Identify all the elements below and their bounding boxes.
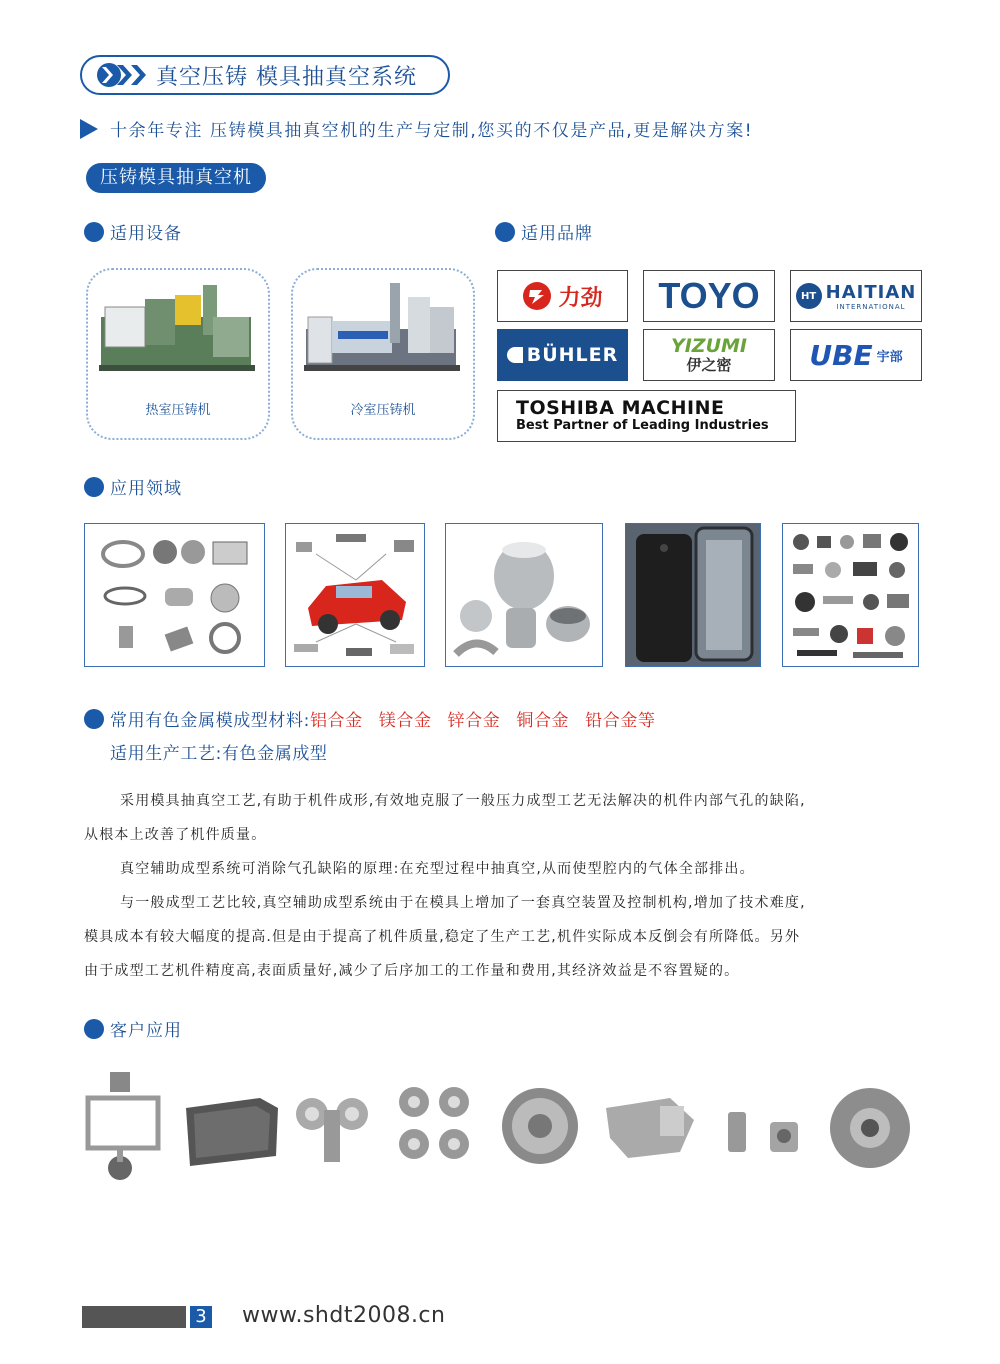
housing-casting-part	[830, 1088, 910, 1168]
materials-line	[84, 706, 656, 731]
brand-toyo-logo	[643, 270, 775, 322]
applications-heading	[84, 474, 182, 499]
brand-sub: 伊之密	[686, 356, 732, 374]
bracket-part	[606, 1098, 694, 1158]
ht-badge-icon: HT	[796, 283, 822, 309]
tagline	[80, 116, 753, 141]
gear-ring-part	[502, 1088, 578, 1164]
automotive-parts-image	[285, 523, 425, 667]
valve-body-part	[296, 1098, 368, 1162]
brand-name: 力劲	[558, 285, 603, 311]
equipment-label: 热室压铸机	[145, 403, 211, 418]
brand-name: UBE	[809, 338, 873, 372]
body-text	[84, 784, 924, 988]
customer-parts-strip	[80, 1068, 930, 1198]
brand-toshiba-logo	[497, 390, 796, 442]
paragraph-1-line-1: 采用模具抽真空工艺,有助于机件成形,有效地克服了一般压力成型工艺无法解决的机件内部气孔的缺陷,	[120, 793, 806, 809]
brand-haitian-logo	[790, 270, 922, 322]
die-casting-frame-part	[88, 1072, 158, 1180]
brand-sub: INTERNATIONAL	[836, 302, 906, 311]
materials-label: 常用有色金属模成型材料:	[110, 711, 310, 731]
brand-name: TOSHIBA MACHINE	[516, 397, 725, 419]
page-number: 3	[190, 1306, 212, 1328]
customers-heading-text: 客户应用	[110, 1021, 182, 1041]
metal-cups-image	[445, 523, 603, 667]
bullet-dot-icon	[84, 222, 104, 242]
equipment-label: 冷室压铸机	[350, 403, 416, 418]
applications-heading-text: 应用领域	[110, 479, 182, 499]
section-title-pill	[80, 55, 450, 95]
website-url[interactable]: www.shdt2008.cn	[242, 1303, 446, 1328]
brand-name: TOYO	[658, 275, 760, 316]
triple-chevron-icon	[96, 62, 148, 88]
process-line: 适用生产工艺:有色金属成型	[110, 744, 328, 764]
brand-ube-logo	[790, 329, 922, 381]
paragraph-3-line-1: 与一般成型工艺比较,真空辅助成型系统由于在模具上增加了一套真空装置及控制机构,增加了技术难度,	[120, 895, 806, 911]
small-fittings-part	[728, 1112, 798, 1152]
door-panel-part	[186, 1098, 278, 1166]
footer-bar	[82, 1306, 186, 1328]
brands-heading-text: 适用品牌	[521, 224, 593, 244]
hardware-parts-image	[782, 523, 919, 667]
hot-chamber-machine-icon	[93, 277, 263, 377]
buhler-swoosh-icon	[507, 347, 523, 363]
brand-sub: 宇部	[876, 349, 903, 365]
brand-lk-logo	[497, 270, 628, 322]
phone-housing-image	[625, 523, 761, 667]
motor-parts-image	[84, 523, 265, 667]
bullet-dot-icon	[495, 222, 515, 242]
brand-yizumi-logo	[643, 329, 775, 381]
bullet-dot-icon	[84, 477, 104, 497]
tagline-text: 十余年专注 压铸模具抽真空机的生产与定制,您买的不仅是产品,更是解决方案!	[110, 121, 754, 141]
brand-name: BÜHLER	[526, 344, 619, 366]
brand-buhler-logo	[497, 329, 628, 381]
brand-name: HAITIAN	[825, 281, 917, 303]
bullet-dot-icon	[84, 709, 104, 729]
brands-heading	[495, 219, 593, 244]
brand-name: YIZUMI	[670, 335, 747, 357]
paragraph-3-line-2: 模具成本有较大幅度的提高.但是由于提高了机件质量,稳定了生产工艺,机件实际成本反倒会有所降低。另外	[84, 929, 801, 945]
play-triangle-icon	[80, 119, 98, 139]
page-title: 真空压铸 模具抽真空系统	[156, 64, 417, 90]
product-pill: 压铸模具抽真空机	[86, 163, 266, 193]
bullet-dot-icon	[84, 1019, 104, 1039]
equipment-heading-text: 适用设备	[110, 224, 182, 244]
equipment-card-hot	[86, 268, 270, 440]
paragraph-2: 真空辅助成型系统可消除气孔缺陷的原理:在充型过程中抽真空,从而使型腔内的气体全部排出。	[120, 861, 755, 877]
lk-logo-icon	[522, 281, 552, 311]
paragraph-3-line-3: 由于成型工艺机件精度高,表面质量好,减少了后序加工的工作量和费用,其经济效益是不容置疑的。	[84, 963, 740, 979]
brand-sub: Best Partner of Leading Industries	[516, 418, 769, 433]
equipment-heading	[84, 219, 182, 244]
equipment-card-cold	[291, 268, 475, 440]
customers-heading	[84, 1016, 182, 1041]
paragraph-1-line-2: 从根本上改善了机件质量。	[84, 827, 267, 843]
cold-chamber-machine-icon	[298, 277, 468, 377]
materials-list: 铝合金 镁合金 锌合金 铜合金 铅合金等	[309, 711, 656, 731]
impeller-discs-part	[399, 1087, 469, 1159]
